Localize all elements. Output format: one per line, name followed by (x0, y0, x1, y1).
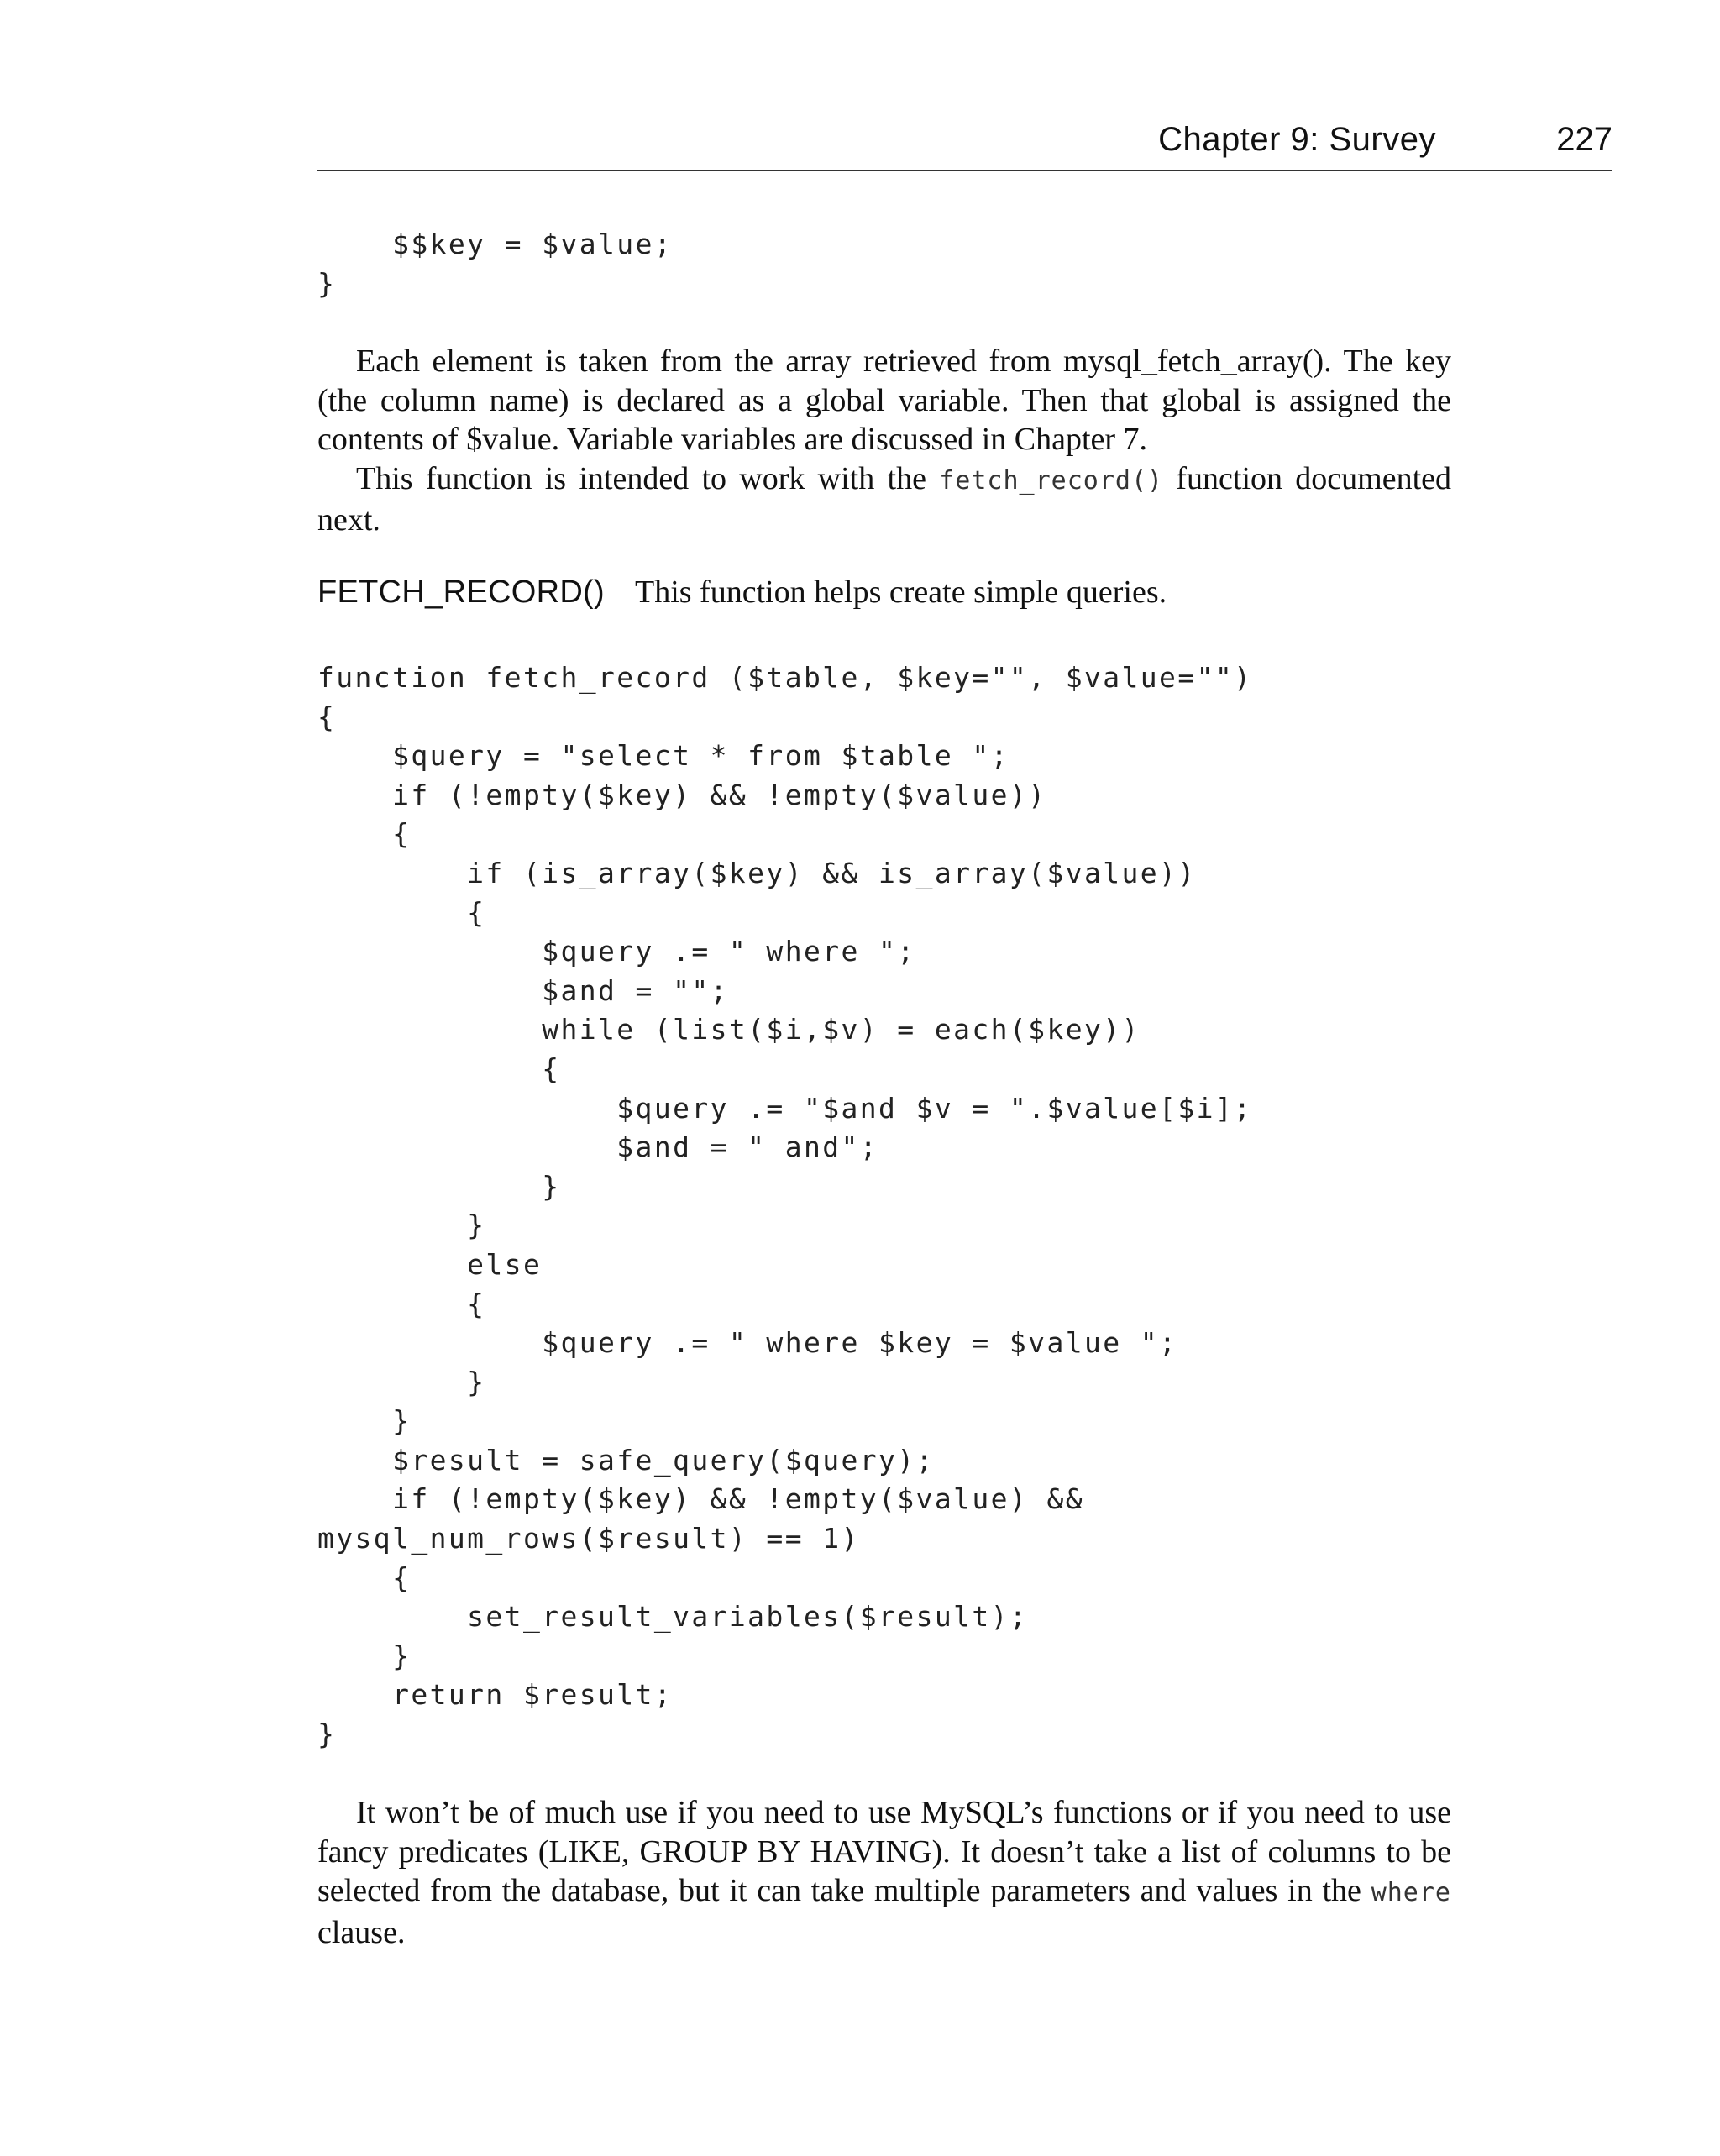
running-head (317, 118, 1612, 171)
code-line: $query .= " where $key = $value "; (317, 1326, 1178, 1360)
code-line: $result = safe_query($query); (317, 1443, 935, 1477)
code-line: { (317, 700, 337, 733)
code-line: { (317, 1561, 412, 1594)
body-text-top (317, 342, 1451, 540)
code-block-fetch-record (317, 658, 1252, 1755)
chapter-title: Chapter 9: Survey (1158, 121, 1436, 158)
code-line: { (317, 1287, 486, 1320)
code-line: if (is_array($key) && is_array($value)) (317, 856, 1197, 889)
code-line: } (317, 1365, 486, 1398)
code-line: mysql_num_rows($result) == 1) (317, 1522, 860, 1555)
paragraph-text: function documented next. (317, 460, 1451, 538)
code-line: } (317, 1639, 412, 1672)
code-block-top (317, 225, 673, 303)
body-text-bottom (317, 1793, 1451, 1952)
code-line: { (317, 817, 412, 851)
code-line: { (317, 1052, 561, 1085)
code-line: $query = "select * from $table "; (317, 739, 1009, 773)
paragraph-text: clause. (317, 1914, 406, 1950)
function-name: FETCH_RECORD() (317, 574, 605, 610)
paragraph-text: It won’t be of much use if you need to use MySQL’s functions or if you need to use fancy predicates (LIKE, GROUP BY HAVING). It doesn’t take a list of columns to be selected from the database, but it can take multiple parameters and values in the (317, 1795, 1451, 1909)
code-line: function fetch_record ($table, $key="", $value="") (317, 661, 1253, 694)
code-line: } (317, 1404, 412, 1438)
code-line: $and = " and"; (317, 1130, 879, 1164)
code-line: set_result_variables($result); (317, 1600, 1029, 1634)
inline-code: fetch_record() (939, 465, 1164, 496)
code-line: return $result; (317, 1678, 674, 1712)
page-number: 227 (1556, 121, 1612, 158)
code-line: { (317, 895, 486, 929)
code-line: } (317, 1209, 486, 1242)
code-line: } (317, 266, 337, 300)
paragraph-array-elements: Each element is taken from the array retrieved from mysql_fetch_array(). The key (the column name) is declared as a global variable. Then that global is assigned the contents of $value. Variable variables are discussed in Chapter 7. (317, 344, 1451, 458)
function-heading (317, 573, 1167, 612)
code-line: if (!empty($key) && !empty($value)) (317, 778, 1047, 811)
code-line: $query .= "$and $v = ".$value[$i]; (317, 1091, 1253, 1125)
code-line: while (list($i,$v) = each($key)) (317, 1013, 1141, 1047)
paragraph-fetch-record-intro (317, 459, 1451, 540)
code-line: } (317, 1718, 337, 1751)
code-line: $query .= " where "; (317, 935, 916, 968)
code-line: $$key = $value; (317, 228, 674, 260)
code-line: else (317, 1247, 543, 1281)
paragraph-limitations (317, 1793, 1451, 1952)
code-line: } (317, 1169, 561, 1203)
inline-code: where (1371, 1878, 1451, 1908)
code-line: if (!empty($key) && !empty($value) && (317, 1482, 1084, 1516)
paragraph-text: This function is intended to work with the (356, 460, 940, 496)
function-description: This function helps create simple queries. (634, 574, 1167, 610)
code-line: $and = ""; (317, 973, 729, 1007)
